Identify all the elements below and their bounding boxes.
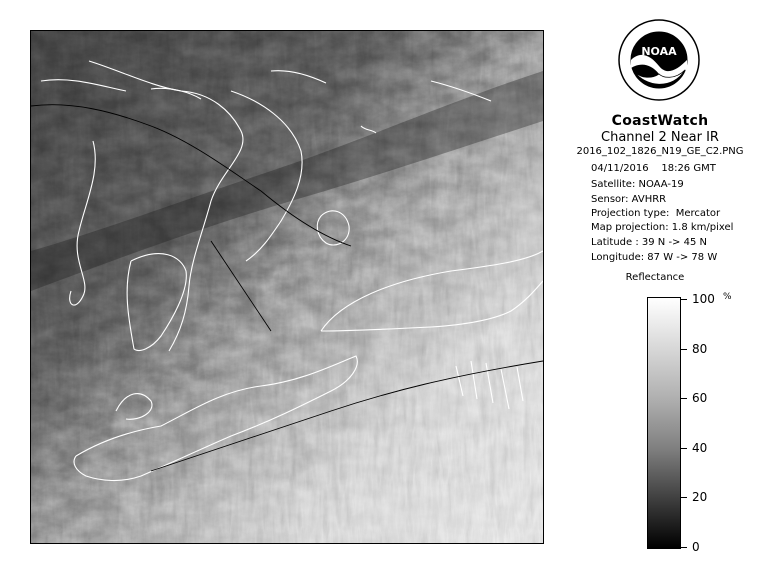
- channel-name: Channel 2 Near IR: [601, 130, 719, 145]
- satellite-image: [31, 31, 543, 543]
- latitude-range: Latitude : 39 N -> 45 N: [591, 237, 707, 248]
- image-filename: 2016_102_1826_N19_GE_C2.PNG: [576, 146, 744, 157]
- legend-unit: %: [723, 292, 732, 302]
- brand-title: CoastWatch: [611, 113, 709, 129]
- colorbar-tick-mark: [681, 299, 687, 300]
- sensor-name: Sensor: AVHRR: [591, 194, 667, 205]
- satellite-image-panel: [30, 30, 544, 544]
- acquisition-datetime: 04/11/2016 18:26 GMT: [591, 163, 716, 174]
- colorbar-tick-mark: [681, 349, 687, 350]
- colorbar-tick-label: 80: [692, 341, 708, 356]
- legend-title: Reflectance: [625, 272, 685, 283]
- colorbar-tick-mark: [681, 448, 687, 449]
- noaa-logo: [617, 18, 701, 102]
- colorbar-tick-mark: [681, 497, 687, 498]
- projection-type: Projection type: Mercator: [591, 208, 721, 219]
- map-projection: Map projection: 1.8 km/pixel: [591, 222, 734, 233]
- colorbar-tick-label: 100: [692, 292, 715, 306]
- colorbar-tick-label: 40: [692, 440, 708, 455]
- colorbar-tick-label: 20: [692, 490, 708, 505]
- longitude-range: Longitude: 87 W -> 78 W: [591, 252, 718, 263]
- colorbar-tick-mark: [681, 547, 687, 548]
- colorbar-tick-mark: [681, 398, 687, 399]
- colorbar-tick-label: 60: [692, 391, 708, 406]
- colorbar-tick-label: 0: [692, 540, 700, 554]
- satellite-name: Satellite: NOAA-19: [591, 179, 684, 190]
- reflectance-colorbar: [647, 297, 681, 549]
- logo-wordmark: NOAA: [641, 45, 677, 58]
